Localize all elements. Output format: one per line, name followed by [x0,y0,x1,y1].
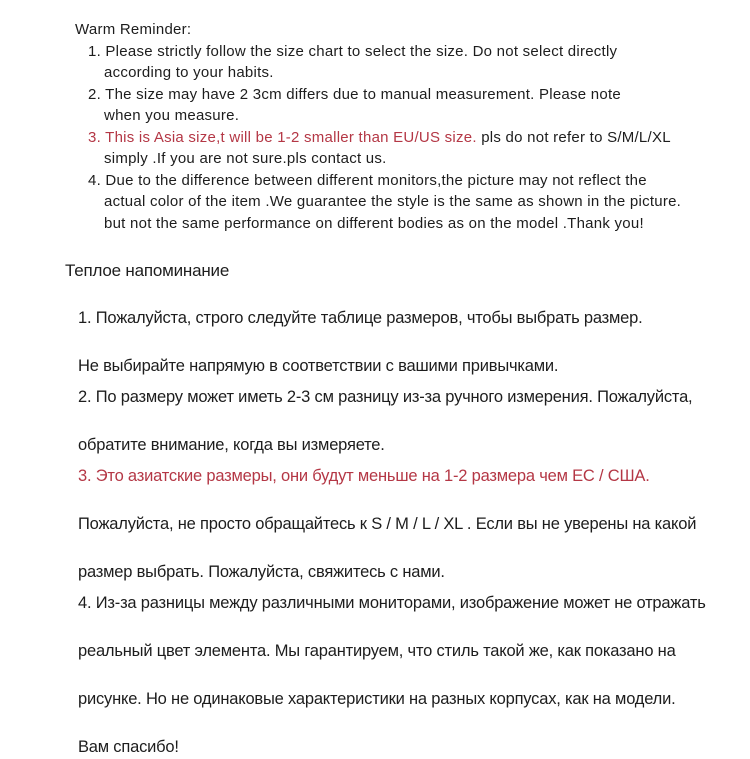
russian-reminder-title: Теплое напоминание [65,261,230,280]
highlighted-text-segment: 3. Это азиатские размеры, они будут меньше на 1-2 размера чем ЕС / США. [78,467,650,485]
text-segment: Вам спасибо! [78,738,179,756]
text-line [104,148,750,170]
text-line [78,434,750,457]
russian-lines [0,307,750,759]
text-line [104,213,750,235]
text-segment: размер выбрать. Пожалуйста, свяжитесь с нами. [78,563,445,581]
text-segment: 2. По размеру может иметь 2-3 см разницу из-за ручного измерения. Пожалуйста, [78,388,693,406]
text-segment: actual color of the item .We guarantee the style is the same as shown in the picture. [104,193,682,210]
text-segment: but not the same performance on different bodies as on the model .Thank you! [104,214,644,232]
text-segment: simply .If you are not sure.pls contact us. [104,150,387,167]
text-line [78,513,750,536]
text-line [78,688,750,711]
text-line [78,386,750,409]
text-line [78,736,750,759]
text-line [104,62,750,84]
text-segment: 4. Из-за разницы между различными мониторами, изображение может не отражать [78,594,706,612]
text-line [78,307,750,330]
text-segment: when you measure. [104,107,240,124]
highlighted-text-segment: 3. This is Asia size,t will be 1-2 smaller than EU/US size. [88,128,477,146]
text-line [78,561,750,584]
text-segment: according to your habits. [104,64,274,81]
text-segment: 2. The size may have 2 3cm differs due to manual measurement. Please note [88,85,621,103]
text-segment: Не выбирайте напрямую в соответствии с вашими привычками. [78,357,559,375]
text-segment: реальный цвет элемента. Мы гарантируем, что стиль такой же, как показано на [78,642,676,660]
text-line [78,465,750,488]
text-segment: pls do not refer to S/M/L/XL [476,128,671,146]
russian-reminder-section [0,259,750,759]
text-segment: 4. Due to the difference between different monitors,the picture may not reflect the [88,171,647,189]
text-segment: рисунке. Но не одинаковые характеристики на разных корпусах, как на модели. [78,690,676,708]
text-segment: Пожалуйста, не просто обращайтесь к S / M / L / XL . Если вы не уверены на какой [78,515,697,533]
text-line [78,355,750,378]
english-lines [0,41,750,235]
text-line [104,191,750,213]
text-line [78,640,750,663]
text-line [88,127,750,149]
text-line [104,105,750,127]
english-reminder-title: Warm Reminder: [75,21,192,38]
text-line [88,41,750,63]
text-segment: обратите внимание, когда вы измеряете. [78,436,385,454]
text-line [78,592,750,615]
text-line [88,84,750,106]
english-reminder-section [0,0,750,234]
text-line [88,170,750,192]
text-segment: 1. Пожалуйста, строго следуйте таблице размеров, чтобы выбрать размер. [78,309,643,327]
text-segment: 1. Please strictly follow the size chart to select the size. Do not select directly [88,42,618,60]
